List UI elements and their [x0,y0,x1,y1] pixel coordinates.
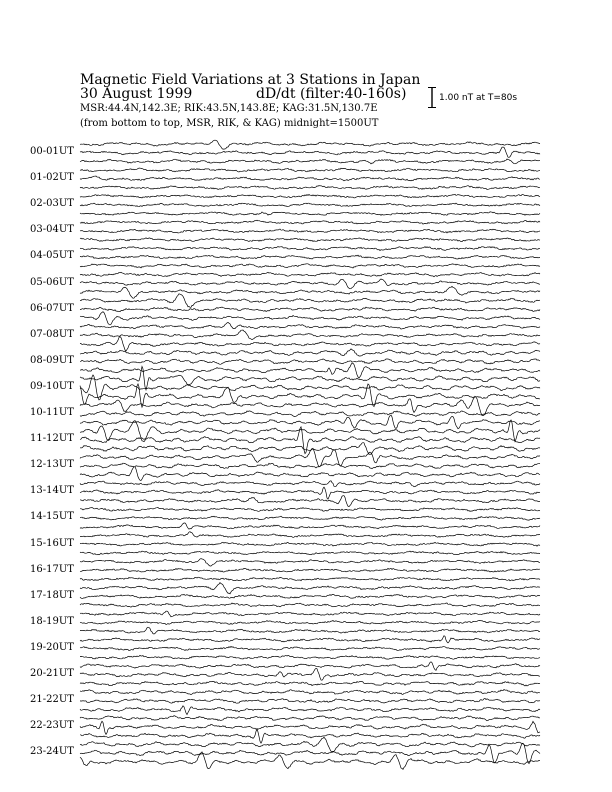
trace-msr-hour-19 [80,655,540,659]
trace-rik-hour-1 [80,176,540,181]
hour-label: 05-06UT [30,276,74,288]
trace-kag-hour-7 [80,322,540,329]
hour-label: 10-11UT [30,407,74,418]
hour-label: 21-22UT [30,694,74,706]
hour-label: 09-10UT [30,380,74,392]
trace-rik-hour-14 [80,516,540,520]
trace-rik-hour-12 [80,463,540,469]
scale-label: 1.00 nT at T=80s [439,93,518,103]
trace-kag-hour-16 [80,559,540,566]
trace-msr-hour-3 [80,238,540,242]
hour-label: 01-02UT [30,172,74,184]
trace-msr-hour-14 [80,523,540,529]
trace-msr-hour-16 [80,577,540,581]
trace-kag-hour-21 [80,690,540,695]
trace-rik-hour-4 [80,255,540,259]
trace-kag-hour-14 [80,508,540,512]
trace-kag-hour-0 [80,140,540,149]
trace-msr-hour-1 [80,186,540,190]
trace-msr-hour-18 [80,627,540,634]
trace-msr-hour-11 [80,443,540,455]
hour-label: 15-16UT [30,537,74,549]
trace-msr-hour-21 [80,706,540,715]
trace-kag-hour-13 [80,481,540,487]
hour-label: 02-03UT [30,198,74,210]
hour-label: 11-12UT [30,433,74,445]
trace-msr-hour-13 [80,496,540,507]
trace-rik-hour-15 [80,542,540,546]
trace-rik-hour-6 [80,307,540,312]
hour-label: 22-23UT [30,720,74,732]
hour-label: 04-05UT [30,250,74,262]
hour-label: 03-04UT [30,224,74,236]
trace-msr-hour-17 [80,603,540,607]
hour-label: 17-18UT [30,589,74,601]
trace-rik-hour-20 [80,668,540,680]
trace-msr-hour-22 [80,729,540,743]
trace-msr-hour-12 [80,467,540,481]
trace-msr-hour-5 [80,286,540,298]
trace-kag-hour-3 [80,220,540,224]
trace-msr-hour-8 [80,363,540,378]
trace-msr-hour-0 [80,159,540,164]
hour-label: 19-20UT [30,641,74,653]
trace-rik-hour-16 [80,568,540,572]
hour-label: 16-17UT [30,563,74,575]
trace-msr-hour-4 [80,264,540,268]
hour-label: 20-21UT [30,668,74,679]
hour-label: 08-09UT [30,354,74,366]
trace-kag-hour-8 [80,349,540,356]
trace-kag-hour-10 [80,396,540,415]
trace-rik-hour-8 [80,359,540,364]
trace-rik-hour-2 [80,203,540,207]
trace-rik-hour-21 [80,698,540,703]
trace-kag-hour-19 [80,636,540,643]
hour-label: 23-24UT [30,746,74,758]
hour-label: 18-19UT [30,615,74,627]
trace-kag-hour-17 [80,583,540,594]
hour-label: 07-08UT [30,328,74,340]
trace-rik-hour-17 [80,594,540,598]
trace-rik-hour-13 [80,487,540,499]
trace-kag-hour-15 [80,532,540,538]
trace-msr-hour-15 [80,551,540,555]
chart-title: Magnetic Field Variations at 3 Stations in Japan [80,72,421,88]
trace-kag-hour-2 [80,194,540,198]
hour-label: 12-13UT [30,459,74,471]
trace-rik-hour-18 [80,621,540,625]
trace-kag-hour-12 [80,448,540,467]
station-order-note: (from bottom to top, MSR, RIK, & KAG) midnight=1500UT [80,118,379,129]
trace-kag-hour-22 [80,716,540,721]
trace-rik-hour-10 [80,411,540,417]
trace-rik-hour-3 [80,229,540,233]
trace-kag-hour-23 [80,737,540,751]
trace-rik-hour-22 [80,721,540,734]
trace-msr-hour-9 [80,384,540,407]
trace-kag-hour-6 [80,294,540,308]
trace-msr-hour-6 [80,312,540,325]
hour-label: 06-07UT [30,302,74,314]
trace-rik-hour-19 [80,646,540,650]
trace-rik-hour-0 [80,147,540,157]
trace-rik-hour-7 [80,330,540,340]
trace-rik-hour-5 [80,279,540,289]
trace-msr-hour-20 [80,681,540,686]
trace-msr-hour-7 [80,337,540,351]
chart-date: 30 August 1999 [80,86,193,102]
hour-label: 00-01UT [30,146,74,157]
station-coordinates: MSR:44.4N,142.3E; RIK:43.5N,143.8E; KAG:31.5N,130.7E [80,103,378,114]
trace-msr-hour-2 [80,212,540,216]
trace-kag-hour-5 [80,272,540,277]
hour-label: 13-14UT [30,485,74,497]
trace-kag-hour-18 [80,611,540,617]
trace-kag-hour-20 [80,662,540,671]
trace-msr-hour-10 [80,415,540,429]
trace-kag-hour-4 [80,247,540,251]
chart-component: dD/dt (filter:40-160s) [256,86,407,102]
trace-kag-hour-1 [80,168,540,172]
hour-label: 14-15UT [30,511,74,523]
